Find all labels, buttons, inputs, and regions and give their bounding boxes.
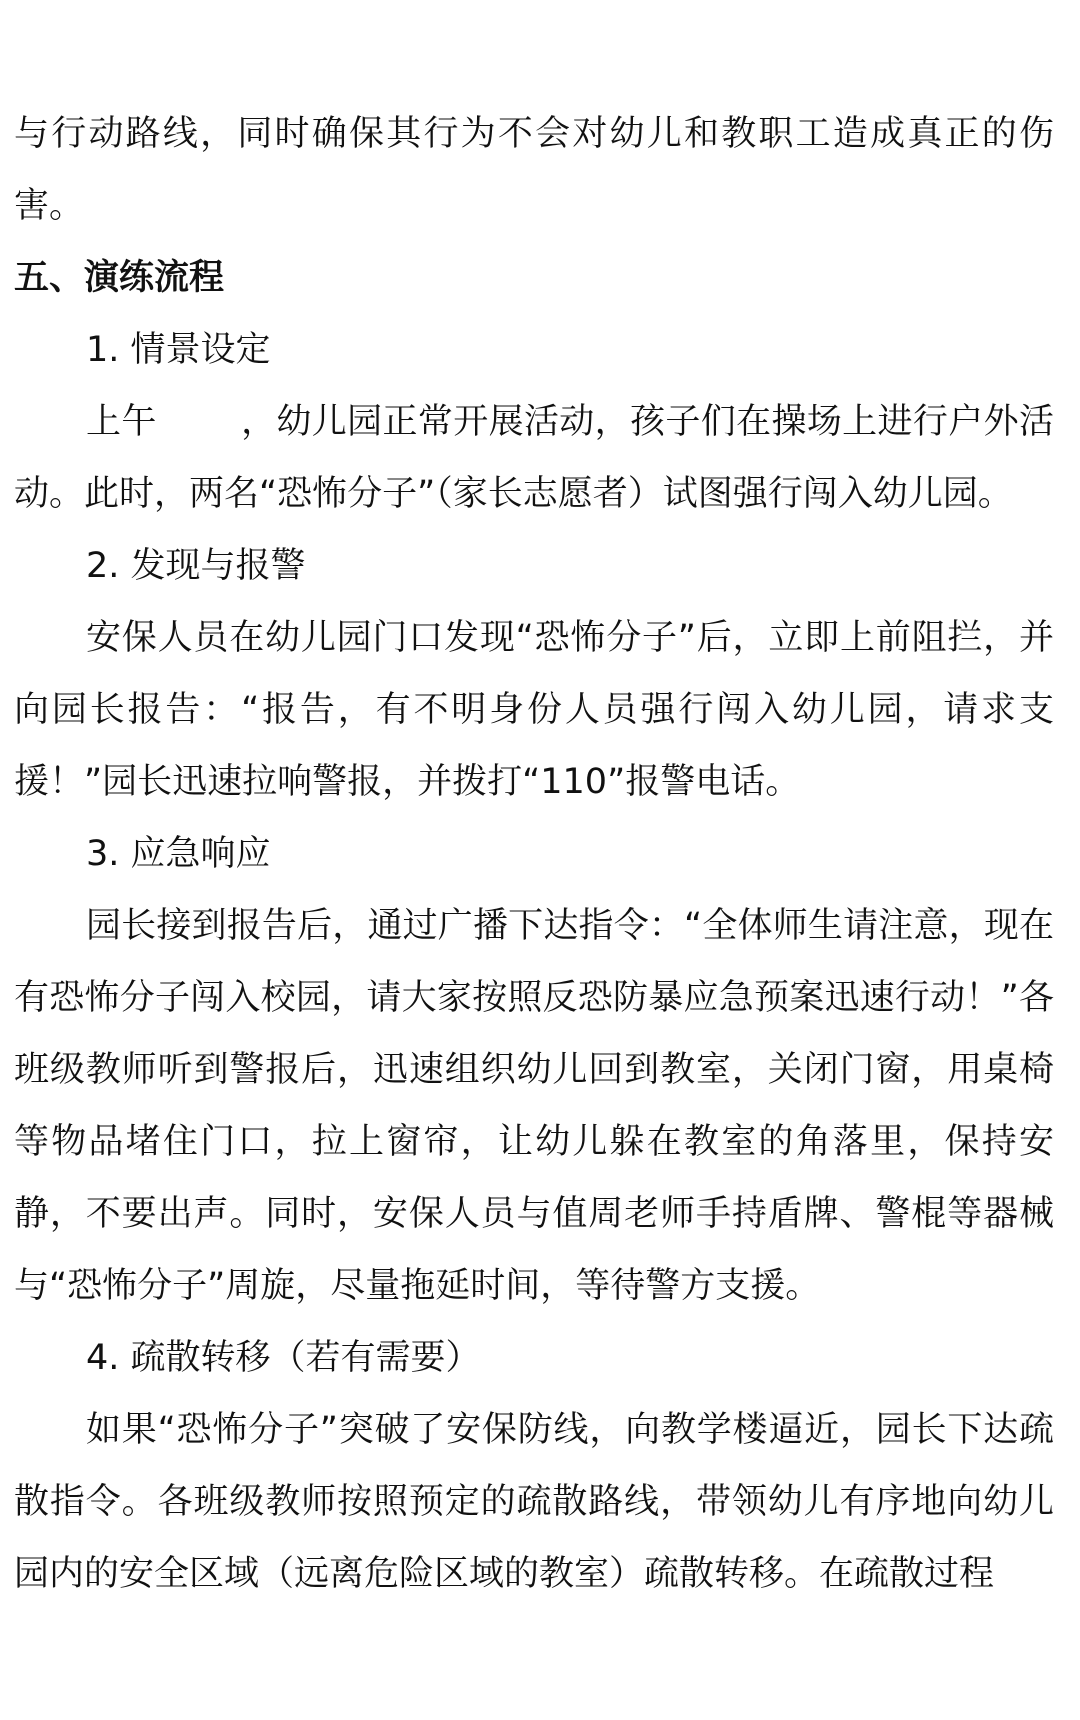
paragraph-evacuation: 如果“恐怖分子”突破了安保防线，向教学楼逼近，园长下达疏散指令。各班级教师按照预定的疏散路线，带领幼儿有序地向幼儿园内的安全区域（远离危险区域的教室）疏散转移。在疏散过程	[14, 1410, 1054, 1594]
section-heading-drill-process: 五、演练流程	[14, 258, 225, 298]
subheading-discovery-alarm: 2. 发现与报警	[86, 546, 306, 586]
paragraph-response: 园长接到报告后，通过广播下达指令：“全体师生请注意，现在有恐怖分子闯入校园，请大家按照反恐防暴应急预案迅速行动！”各班级教师听到警报后，迅速组织幼儿回到教室，关闭门窗，用桌椅等物品堵住门口，拉上窗帘，让幼儿躲在教室的角落里，保持安静，不要出声。同时，安保人员与值周老师手持盾牌、警棍等器械与“恐怖分子”周旋，尽量拖延时间，等待警方支援。	[14, 906, 1054, 1306]
subheading-emergency-response: 3. 应急响应	[86, 834, 271, 874]
subheading-evacuation: 4. 疏散转移（若有需要）	[86, 1338, 481, 1378]
paragraph-scenario	[14, 386, 1054, 530]
document-body	[14, 98, 1054, 1610]
paragraph-continued: 与行动路线，同时确保其行为不会对幼儿和教职工造成真正的伤害。	[14, 114, 1054, 226]
subheading-scenario-setup: 1. 情景设定	[86, 330, 271, 370]
paragraph-discovery: 安保人员在幼儿园门口发现“恐怖分子”后，立即上前阻拦，并向园长报告：“报告，有不明身份人员强行闯入幼儿园，请求支援！”园长迅速拉响警报，并拨打“110”报警电话。	[14, 618, 1054, 802]
scenario-text: ，幼儿园正常开展活动，孩子们在操场上进行户外活动。此时，两名“恐怖分子”（家长志愿者）试图强行闯入幼儿园。	[14, 402, 1054, 514]
scenario-time-label: 上午	[86, 402, 157, 442]
